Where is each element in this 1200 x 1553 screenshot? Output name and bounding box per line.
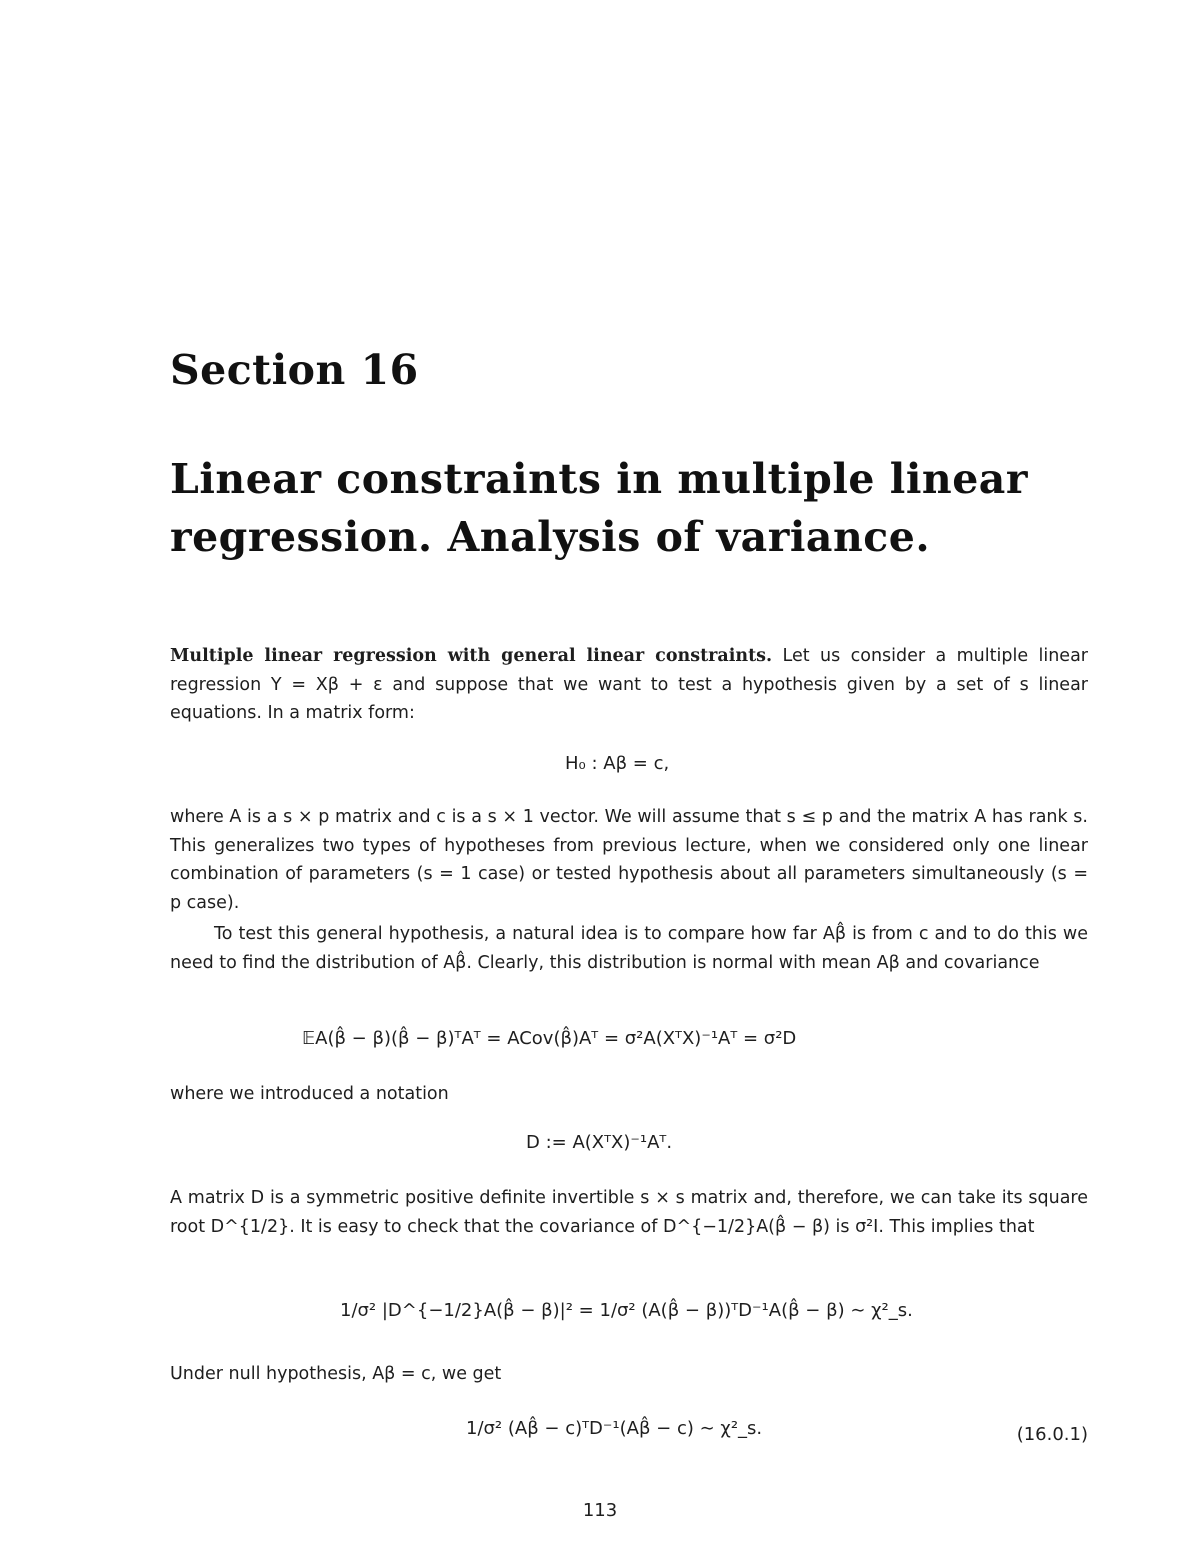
paragraph-assumptions: where A is a s × p matrix and c is a s × 1 vector. We will assume that s ≤ p and the matrix A has rank s. This generalizes two types of hypotheses from previous lecture, when we considered only one linear combination of parameters (s = 1 case) or tested hypothesis about all parameters simultaneously (s = p case). bbox=[170, 807, 1088, 913]
equation-d-definition: D := A(XᵀX)⁻¹Aᵀ. bbox=[526, 1132, 673, 1153]
equation-covariance: 𝔼A(β̂ − β)(β̂ − β)ᵀAᵀ = ACov(β̂)Aᵀ = σ²A(XᵀX)⁻¹Aᵀ = σ²D bbox=[302, 1028, 797, 1049]
paragraph-distribution: To test this general hypothesis, a natural idea is to compare how far Aβ̂ is from c and to do this we need to find the distribution of Aβ̂. Clearly, this distribution is normal with mean Aβ and covariance bbox=[170, 924, 1088, 973]
equation-null-hypothesis: H₀ : Aβ = c, bbox=[565, 753, 670, 774]
paragraph-notation: where we introduced a notation bbox=[170, 1084, 449, 1104]
equation-chi-square: 1/σ² |D^{−1/2}A(β̂ − β)|² = 1/σ² (A(β̂ − β))ᵀD⁻¹A(β̂ − β) ∼ χ²_s. bbox=[340, 1300, 913, 1321]
section-heading: Section 16 bbox=[170, 346, 419, 394]
paragraph-null-hypothesis: Under null hypothesis, Aβ = c, we get bbox=[170, 1364, 502, 1384]
chapter-title: Linear constraints in multiple linear regression. Analysis of variance. bbox=[170, 455, 1028, 561]
paragraph-square-root: A matrix D is a symmetric positive definite invertible s × s matrix and, therefore, we can take its square root D^{1/2}. It is easy to check that the covariance of D^{−1/2}A(β̂ − β) is σ²I. This implies that bbox=[170, 1188, 1088, 1237]
equation-test-statistic: 1/σ² (Aβ̂ − c)ᵀD⁻¹(Aβ̂ − c) ∼ χ²_s. bbox=[466, 1418, 763, 1439]
paragraph-intro bbox=[170, 642, 1088, 728]
equation-number: (16.0.1) bbox=[1016, 1424, 1088, 1445]
paragraph-intro-text: Let us consider a multiple linear regression Y = Xβ + ε and suppose that we want to test a hypothesis given by a set of s linear equations. In a matrix form: bbox=[170, 646, 1088, 723]
page-number: 113 bbox=[582, 1500, 618, 1521]
run-in-heading: Multiple linear regression with general linear constraints. bbox=[170, 646, 773, 666]
